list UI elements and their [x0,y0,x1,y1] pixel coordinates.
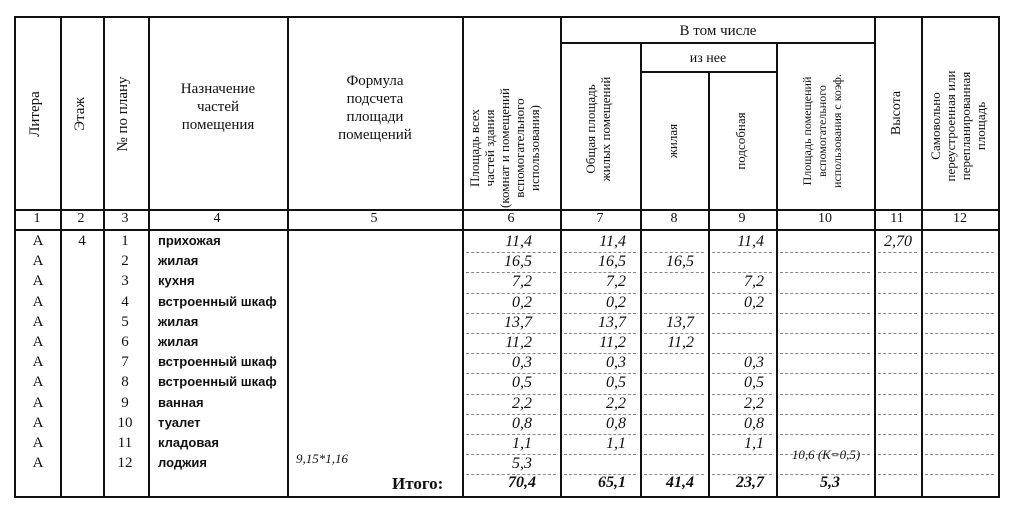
row-guide-line [925,394,994,396]
header-total-area-line: Площадь всех [467,108,482,188]
cell-purpose: туалет [158,414,201,430]
cell-plan-number: 4 [121,293,129,310]
cell-purpose: встроенный шкаф [158,293,277,309]
cell-plan-number: 1 [121,233,129,249]
column-numbers-bottom-border [14,229,1000,231]
column-number: 11 [890,211,904,226]
cell-living-total: 0,8 [606,414,626,432]
header-floor: Этаж [72,97,88,131]
row-guide-line [878,333,917,335]
row-guide-line [925,272,994,274]
header-formula-line: помещений [338,127,412,143]
row-guide-line [878,474,917,476]
cell-plan-number: 12 [117,455,133,472]
cell-living-total: 1,1 [606,435,626,452]
row-guide-line [644,373,704,375]
row-guide-line [712,252,772,254]
cell-purpose: кухня [158,273,195,289]
cell-plan-number: 7 [121,354,129,371]
row-guide-line [644,353,704,355]
row-guide-line [644,394,704,396]
col-border-1 [60,16,62,498]
cell-litera: А [32,435,44,451]
cell-purpose: встроенный шкаф [158,354,277,370]
header-living-total-line: Общая площадь [583,84,598,174]
cell-total-area: 13,7 [504,313,532,331]
header-auxiliary: подсобная [733,112,748,170]
cell-auxiliary: 11,4 [737,233,764,250]
header-formula [289,72,461,144]
cell-formula: 9,15*1,16 [296,451,348,467]
column-number: 5 [370,211,378,226]
row-guide-line [780,252,870,254]
cell-litera: А [32,273,44,290]
header-total-area-line: частей здания [482,109,497,187]
header-unauthorized-line: перепланированная [958,71,973,181]
cell-purpose: кладовая [158,435,219,450]
header-coefficient-line: использования с коэф. [830,74,844,188]
cell-auxiliary: 1,1 [744,435,764,452]
cell-living: 16,5 [666,253,694,271]
header-coefficient-line: вспомогательного [815,85,829,177]
col-border-9 [776,42,778,498]
cell-height: 2,70 [884,233,912,250]
cell-living: 11,2 [667,334,694,351]
cell-living-total: 11,4 [599,233,626,250]
cell-purpose: жилая [158,253,199,269]
row-guide-line [712,313,772,315]
column-number: 2 [77,211,85,226]
cell-floor: 4 [78,233,86,249]
header-unauthorized-line: переустроенная или [943,70,958,182]
row-guide-line [644,434,704,436]
row-guide-line [925,454,994,456]
cell-total-area: 0,5 [512,374,532,392]
row-guide-line [925,474,994,476]
cell-litera: А [32,313,44,330]
row-guide-line [878,293,917,295]
header-unauthorized-area [928,61,992,191]
column-number: 6 [507,211,515,226]
totals-living-total: 65,1 [598,474,626,491]
row-guide-line [780,313,870,315]
header-living-total [583,70,617,188]
column-number: 1 [33,211,41,226]
cell-litera: А [32,374,44,391]
totals-auxiliary: 23,7 [736,474,764,491]
header-total-area [467,68,555,228]
column-number: 7 [596,211,604,226]
totals-coefficient: 5,3 [820,474,840,491]
header-height: Высота [889,90,904,136]
cell-auxiliary: 7,2 [744,273,764,291]
cell-total-area: 0,2 [512,293,532,311]
row-guide-line [712,333,772,335]
cell-total-area: 5,3 [512,455,532,473]
header-total-area-line: (комнат и помещений [497,88,512,208]
row-guide-line [925,414,994,416]
cell-living-total: 2,2 [606,394,626,412]
totals-label: Итого: [392,474,444,493]
cell-total-area: 11,4 [505,233,532,250]
cell-litera: А [32,293,44,310]
row-guide-line [780,353,870,355]
cell-living-total: 13,7 [598,313,626,331]
column-number: 9 [738,211,746,226]
row-guide-line [780,373,870,375]
cell-purpose: прихожая [158,233,221,248]
cell-plan-number: 11 [117,435,133,451]
cell-total-area: 0,3 [512,354,532,372]
header-purpose-line: частей [196,99,240,115]
header-purpose-line: помещения [181,117,255,133]
cell-purpose: жилая [158,313,199,329]
totals-total-area: 70,4 [508,474,536,491]
header-litera: Литера [27,91,43,137]
in-total-divider [560,42,876,44]
cell-total-area: 2,2 [512,394,532,412]
column-number: 4 [213,211,221,226]
cell-plan-number: 3 [121,273,129,290]
column-number: 8 [670,211,678,226]
cell-living-total: 0,5 [606,374,626,392]
cell-litera: А [32,354,44,371]
row-guide-line [925,373,994,375]
header-living: жилая [665,123,680,159]
cell-purpose: ванная [158,394,204,410]
row-guide-line [878,394,917,396]
cell-total-area: 0,8 [512,414,532,432]
cell-litera: А [32,455,44,472]
cell-total-area: 11,2 [505,334,532,351]
cell-litera: А [32,253,44,270]
cell-living-total: 0,2 [606,293,626,311]
row-guide-line [780,394,870,396]
cell-living-total: 11,2 [599,334,626,351]
header-purpose [150,80,286,134]
header-in-total: В том числе [679,23,757,39]
header-formula-line: подсчета [346,91,404,107]
row-guide-line [644,293,704,295]
cell-total-area: 1,1 [512,435,532,452]
row-guide-line [925,313,994,315]
cell-purpose: лоджия [158,455,207,471]
cell-plan-number: 8 [121,374,129,391]
row-guide-line [644,414,704,416]
cell-litera: А [32,414,44,431]
cell-total-area: 16,5 [504,253,532,271]
header-coefficient-line: Площадь помещений [800,76,814,186]
row-guide-line [878,454,917,456]
cell-total-area: 7,2 [512,273,532,291]
totals-living: 41,4 [666,474,694,491]
cell-litera: А [32,334,44,350]
header-of-it: из нее [689,51,727,66]
row-guide-line [878,414,917,416]
cell-auxiliary: 0,3 [744,354,764,372]
cell-purpose: встроенный шкаф [158,374,277,390]
column-number: 10 [818,211,832,226]
cell-plan-number: 9 [121,394,129,411]
header-plan-number: № по плану [115,76,131,152]
row-guide-line [780,434,870,436]
table-top-border [14,16,1000,18]
cell-auxiliary: 0,5 [744,374,764,392]
cell-litera: А [32,394,44,411]
header-unauthorized-line: Самовольно [928,92,943,160]
row-guide-line [564,454,636,456]
header-purpose-line: Назначение [180,81,256,97]
column-number: 3 [121,211,129,226]
cell-coefficient: 10,6 (К=0,5) [791,447,861,463]
cell-auxiliary: 2,2 [744,394,764,412]
row-guide-line [878,313,917,315]
cell-auxiliary: 0,2 [744,293,764,311]
cell-living: 13,7 [666,313,694,331]
col-border-12 [998,16,1000,498]
cell-living-total: 16,5 [598,253,626,271]
row-guide-line [878,272,917,274]
cell-living-total: 0,3 [606,354,626,372]
cell-purpose: жилая [158,334,199,349]
row-guide-line [878,434,917,436]
cell-litera: А [32,233,44,249]
col-border-11 [921,16,923,498]
row-guide-line [925,293,994,295]
header-total-area-line: использования) [527,105,542,191]
cell-auxiliary: 0,8 [744,414,764,432]
row-guide-line [644,454,704,456]
cell-plan-number: 10 [117,414,133,431]
row-guide-line [780,293,870,295]
cell-plan-number: 6 [121,334,129,350]
header-formula-line: Формула [346,73,404,89]
cell-living-total: 7,2 [606,273,626,291]
row-guide-line [780,333,870,335]
row-guide-line [780,414,870,416]
header-formula-line: площади [346,109,404,125]
row-guide-line [878,353,917,355]
cell-plan-number: 2 [121,253,129,270]
column-number: 12 [953,211,967,226]
row-guide-line [925,252,994,254]
cell-plan-number: 5 [121,313,129,330]
row-guide-line [712,454,772,456]
row-guide-line [878,252,917,254]
header-total-area-line: вспомогательного [512,98,527,198]
row-guide-line [644,272,704,274]
row-guide-line [925,434,994,436]
header-living-total-line: жилых помещений [598,76,613,182]
header-unauthorized-line: площадь [973,101,988,151]
header-coefficient-area [800,61,850,201]
row-guide-line [925,333,994,335]
row-guide-line [878,373,917,375]
col-border-10 [874,16,876,498]
table-bottom-border [14,496,1000,498]
row-guide-line [780,272,870,274]
row-guide-line [925,353,994,355]
